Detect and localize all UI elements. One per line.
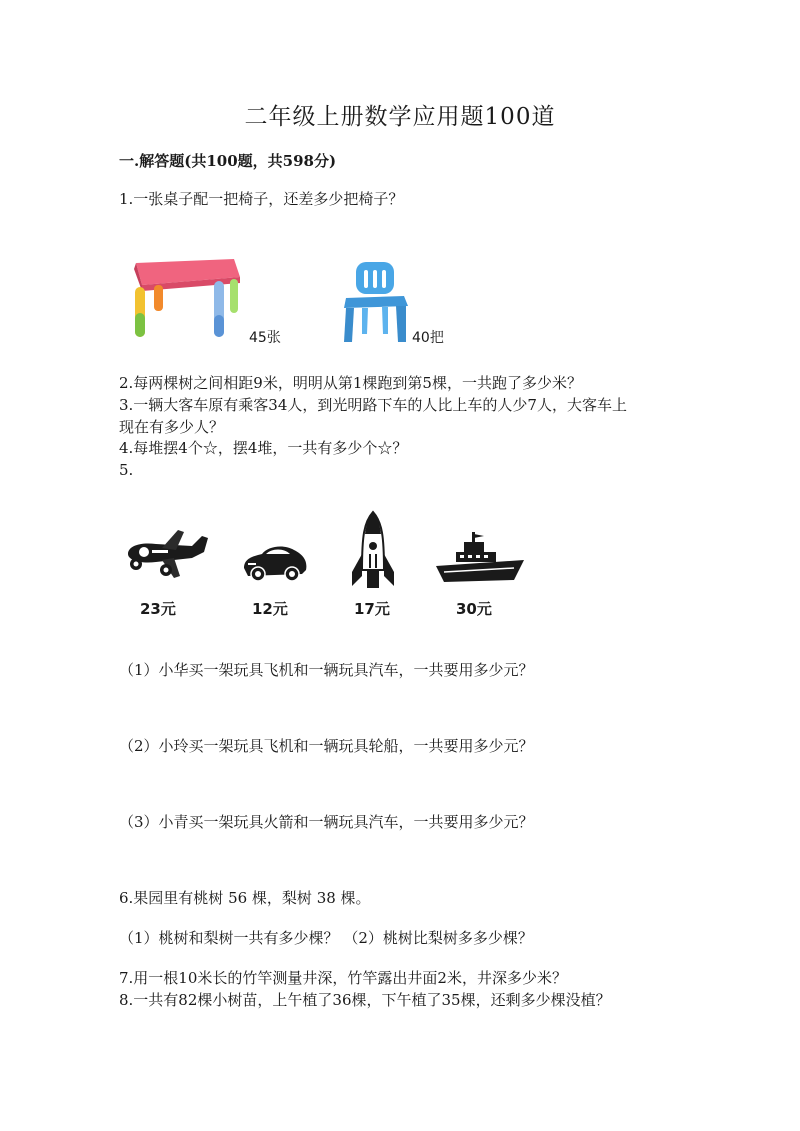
question-1: 1.一张桌子配一把椅子，还差多少把椅子？ <box>119 190 404 208</box>
question-6-subs: （1）桃树和梨树一共有多少棵？ （2）桃树比梨树多多少棵？ <box>119 929 533 947</box>
car-icon <box>240 540 310 584</box>
question-7: 7.用一根10米长的竹竿测量井深，竹竿露出井面2米，井深多少米？ <box>119 969 567 987</box>
car-price: 12元 <box>252 600 288 618</box>
question-8: 8.一共有82棵小树苗，上午植了36棵，下午植了35棵，还剩多少棵没植？ <box>119 991 611 1009</box>
rocket-price: 17元 <box>354 600 390 618</box>
question-3-line1: 3.一辆大客车原有乘客34人，到光明路下车的人比上车的人少7人，大客车上 <box>119 396 627 414</box>
chair-count: 40把 <box>412 330 444 346</box>
question-3-line2: 现在有多少人？ <box>119 418 225 436</box>
table-icon <box>126 255 246 345</box>
question-5-sub1: （1）小华买一架玩具飞机和一辆玩具汽车，一共要用多少元？ <box>119 661 534 679</box>
question-5-sub3: （3）小青买一架玩具火箭和一辆玩具汽车，一共要用多少元？ <box>119 813 534 831</box>
question-5-sub2: （2）小玲买一架玩具飞机和一辆玩具轮船，一共要用多少元？ <box>119 737 534 755</box>
ship-price: 30元 <box>456 600 492 618</box>
question-4: 4.每堆摆4个☆，摆4堆，一共有多少个☆？ <box>119 439 408 457</box>
question-5: 5. <box>119 461 134 479</box>
airplane-icon <box>122 524 212 584</box>
ship-icon <box>434 530 526 586</box>
rocket-icon <box>348 510 398 592</box>
table-count: 45张 <box>249 330 281 346</box>
page-title: 二年级上册数学应用题100道 <box>244 104 556 130</box>
question-6: 6.果园里有桃树 56 棵，梨树 38 棵。 <box>119 889 371 907</box>
airplane-price: 23元 <box>140 600 176 618</box>
section-heading: 一.解答题(共100题，共598分) <box>119 152 337 170</box>
chair-icon <box>340 260 410 345</box>
question-2: 2.每两棵树之间相距9米，明明从第1棵跑到第5棵，一共跑了多少米？ <box>119 374 582 392</box>
